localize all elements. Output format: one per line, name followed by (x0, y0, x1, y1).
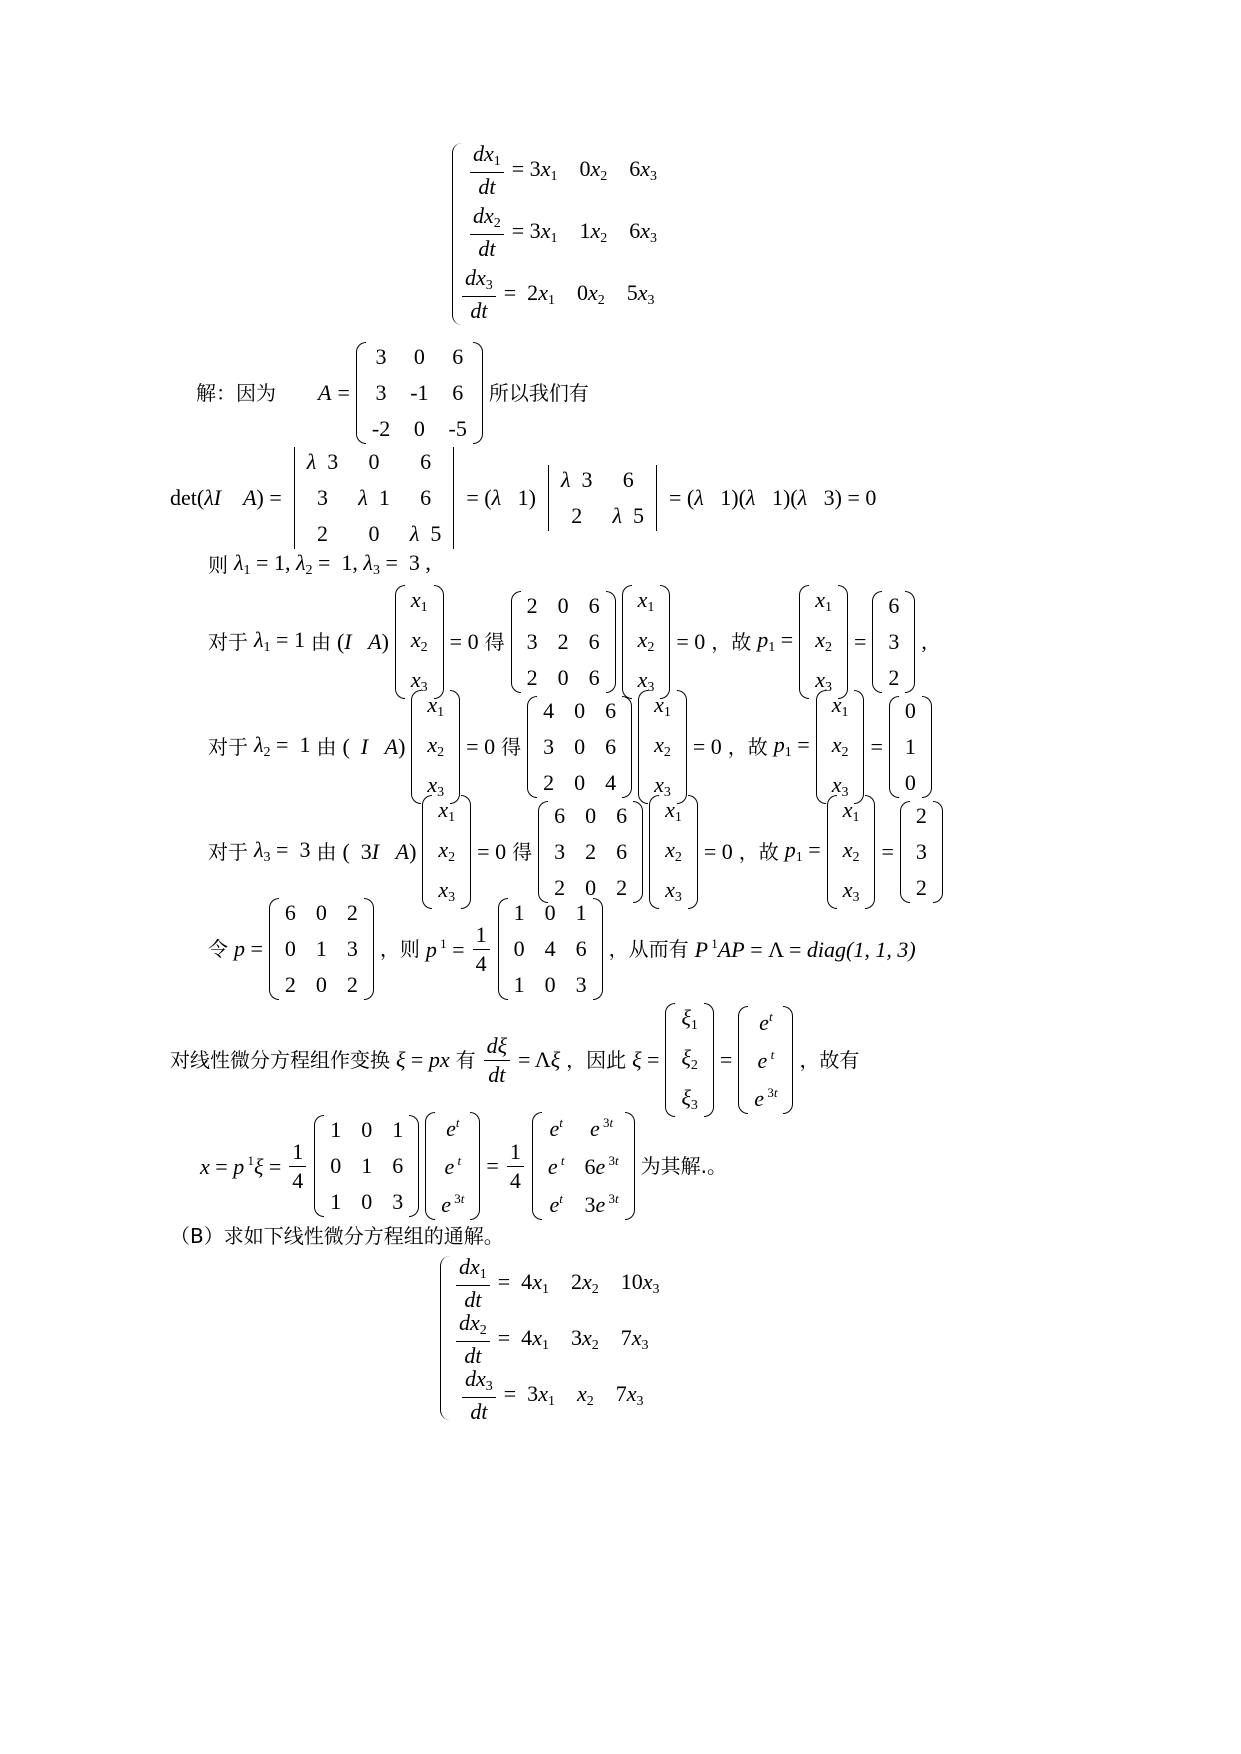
system-a-eq3: $\frac{dx_3}{dt}$ = $2x_1$ $0x_2$ $5x_3$ (460, 267, 654, 322)
eigenvalues-line: 则 $\lambda_1 = 1$, $\lambda_2 = 1$, $\lambda_3 = 3$ , (208, 550, 431, 578)
lambda3-line: 对于 $\lambda_3 = 3$ 由 ( 3I A) $x_1$ $x_2$ $x_3$ = 0 得 6 0 6 3 2 6 2 0 2 $x_1$ $x_2$ $x_3$ = 0 ，故 $p_1$ = $x_1$ $x_2$ $x_3$ = 2 3 2 (208, 795, 943, 909)
determinant-line: det(λI A) = λ 3 0 6 3 λ 1 6 2 0 λ 5 = (λ 1) λ 3 6 2 λ 5 = (λ 1)(λ 1)(λ 3) = 0 (170, 447, 876, 549)
let-p-line: 令 p = 6 0 2 0 1 3 2 0 2 ，则 p $^1$ = $\frac{1}{4}$ 1 0 1 0 4 6 1 0 3 ，从而有 P $^1$AP = Λ = diag(1, 1, 3) (208, 898, 916, 1000)
solution-intro: 解：因为 A = 3 0 6 3 -1 6 -2 0 -5 所以我们有 (196, 342, 589, 444)
matrix-a: 3 0 6 3 -1 6 -2 0 -5 (356, 342, 483, 444)
system-a (452, 143, 712, 325)
system-b (440, 1254, 700, 1424)
intro-tail: 所以我们有 (488, 381, 589, 405)
system-b-eq2: $\frac{dx_2}{dt}$ = $4x_1$ $3x_2$ $7x_3$ (454, 1312, 648, 1367)
system-b-eq3: $\frac{dx_3}{dt}$ = $3x_1$ $x_2$ $7x_3$ (460, 1368, 643, 1423)
lambda2-line: 对于 $\lambda_2 = 1$ 由 ( I A) $x_1$ $x_2$ $x_3$ = 0 得 4 0 6 3 0 6 2 0 4 $x_1$ $x_2$ $x_3$ = 0 ，故 $p_1$ = $x_1$ $x_2$ $x_3$ = 0 1 0 (208, 690, 932, 804)
system-b-eq1: $\frac{dx_1}{dt}$ = $4x_1$ $2x_2$ $10x_3$ (454, 1256, 659, 1311)
lambda1-line: 对于 $\lambda_1 = 1$ 由 (I A) $x_1$ $x_2$ $x_3$ = 0 得 2 0 6 3 2 6 2 0 6 $x_1$ $x_2$ $x_3$ = 0 ，故 $p_1$ = $x_1$ $x_2$ $x_3$ = 6 3 2 , (208, 585, 927, 699)
part-b-heading: （B）求如下线性微分方程组的通解。 (170, 1224, 504, 1248)
final-solution-line: x = p $^1$ξ = $\frac{1}{4}$ 1 0 1 0 1 6 1 0 3 $e^t$ e $^t$ e $^{3t}$ = $\frac{1}{4}$ $e^t$ e $^{3t}$ e $^t$ 6e $^{3t}$ $e^t$ 3e $^{3t}$ 为其解.。 (200, 1112, 727, 1220)
transform-line: 对线性微分方程组作变换 ξ = px 有 $\frac{d\xi}{dt}$ = Λξ ，因此 ξ = $\xi_1$ $\xi_2$ $\xi_3$ = $e^t$ e $^t$ e $^{3t}$ ，故有 (170, 1003, 859, 1117)
intro-label: 解：因为 (196, 381, 276, 405)
system-a-eq1: $\frac{dx_1}{dt}$ = $3x_1$ $0x_2$ $6x_3$ (468, 143, 657, 198)
system-brace (440, 1256, 451, 1420)
system-a-eq2: $\frac{dx_2}{dt}$ = $3x_1$ $1x_2$ $6x_3$ (468, 205, 657, 260)
